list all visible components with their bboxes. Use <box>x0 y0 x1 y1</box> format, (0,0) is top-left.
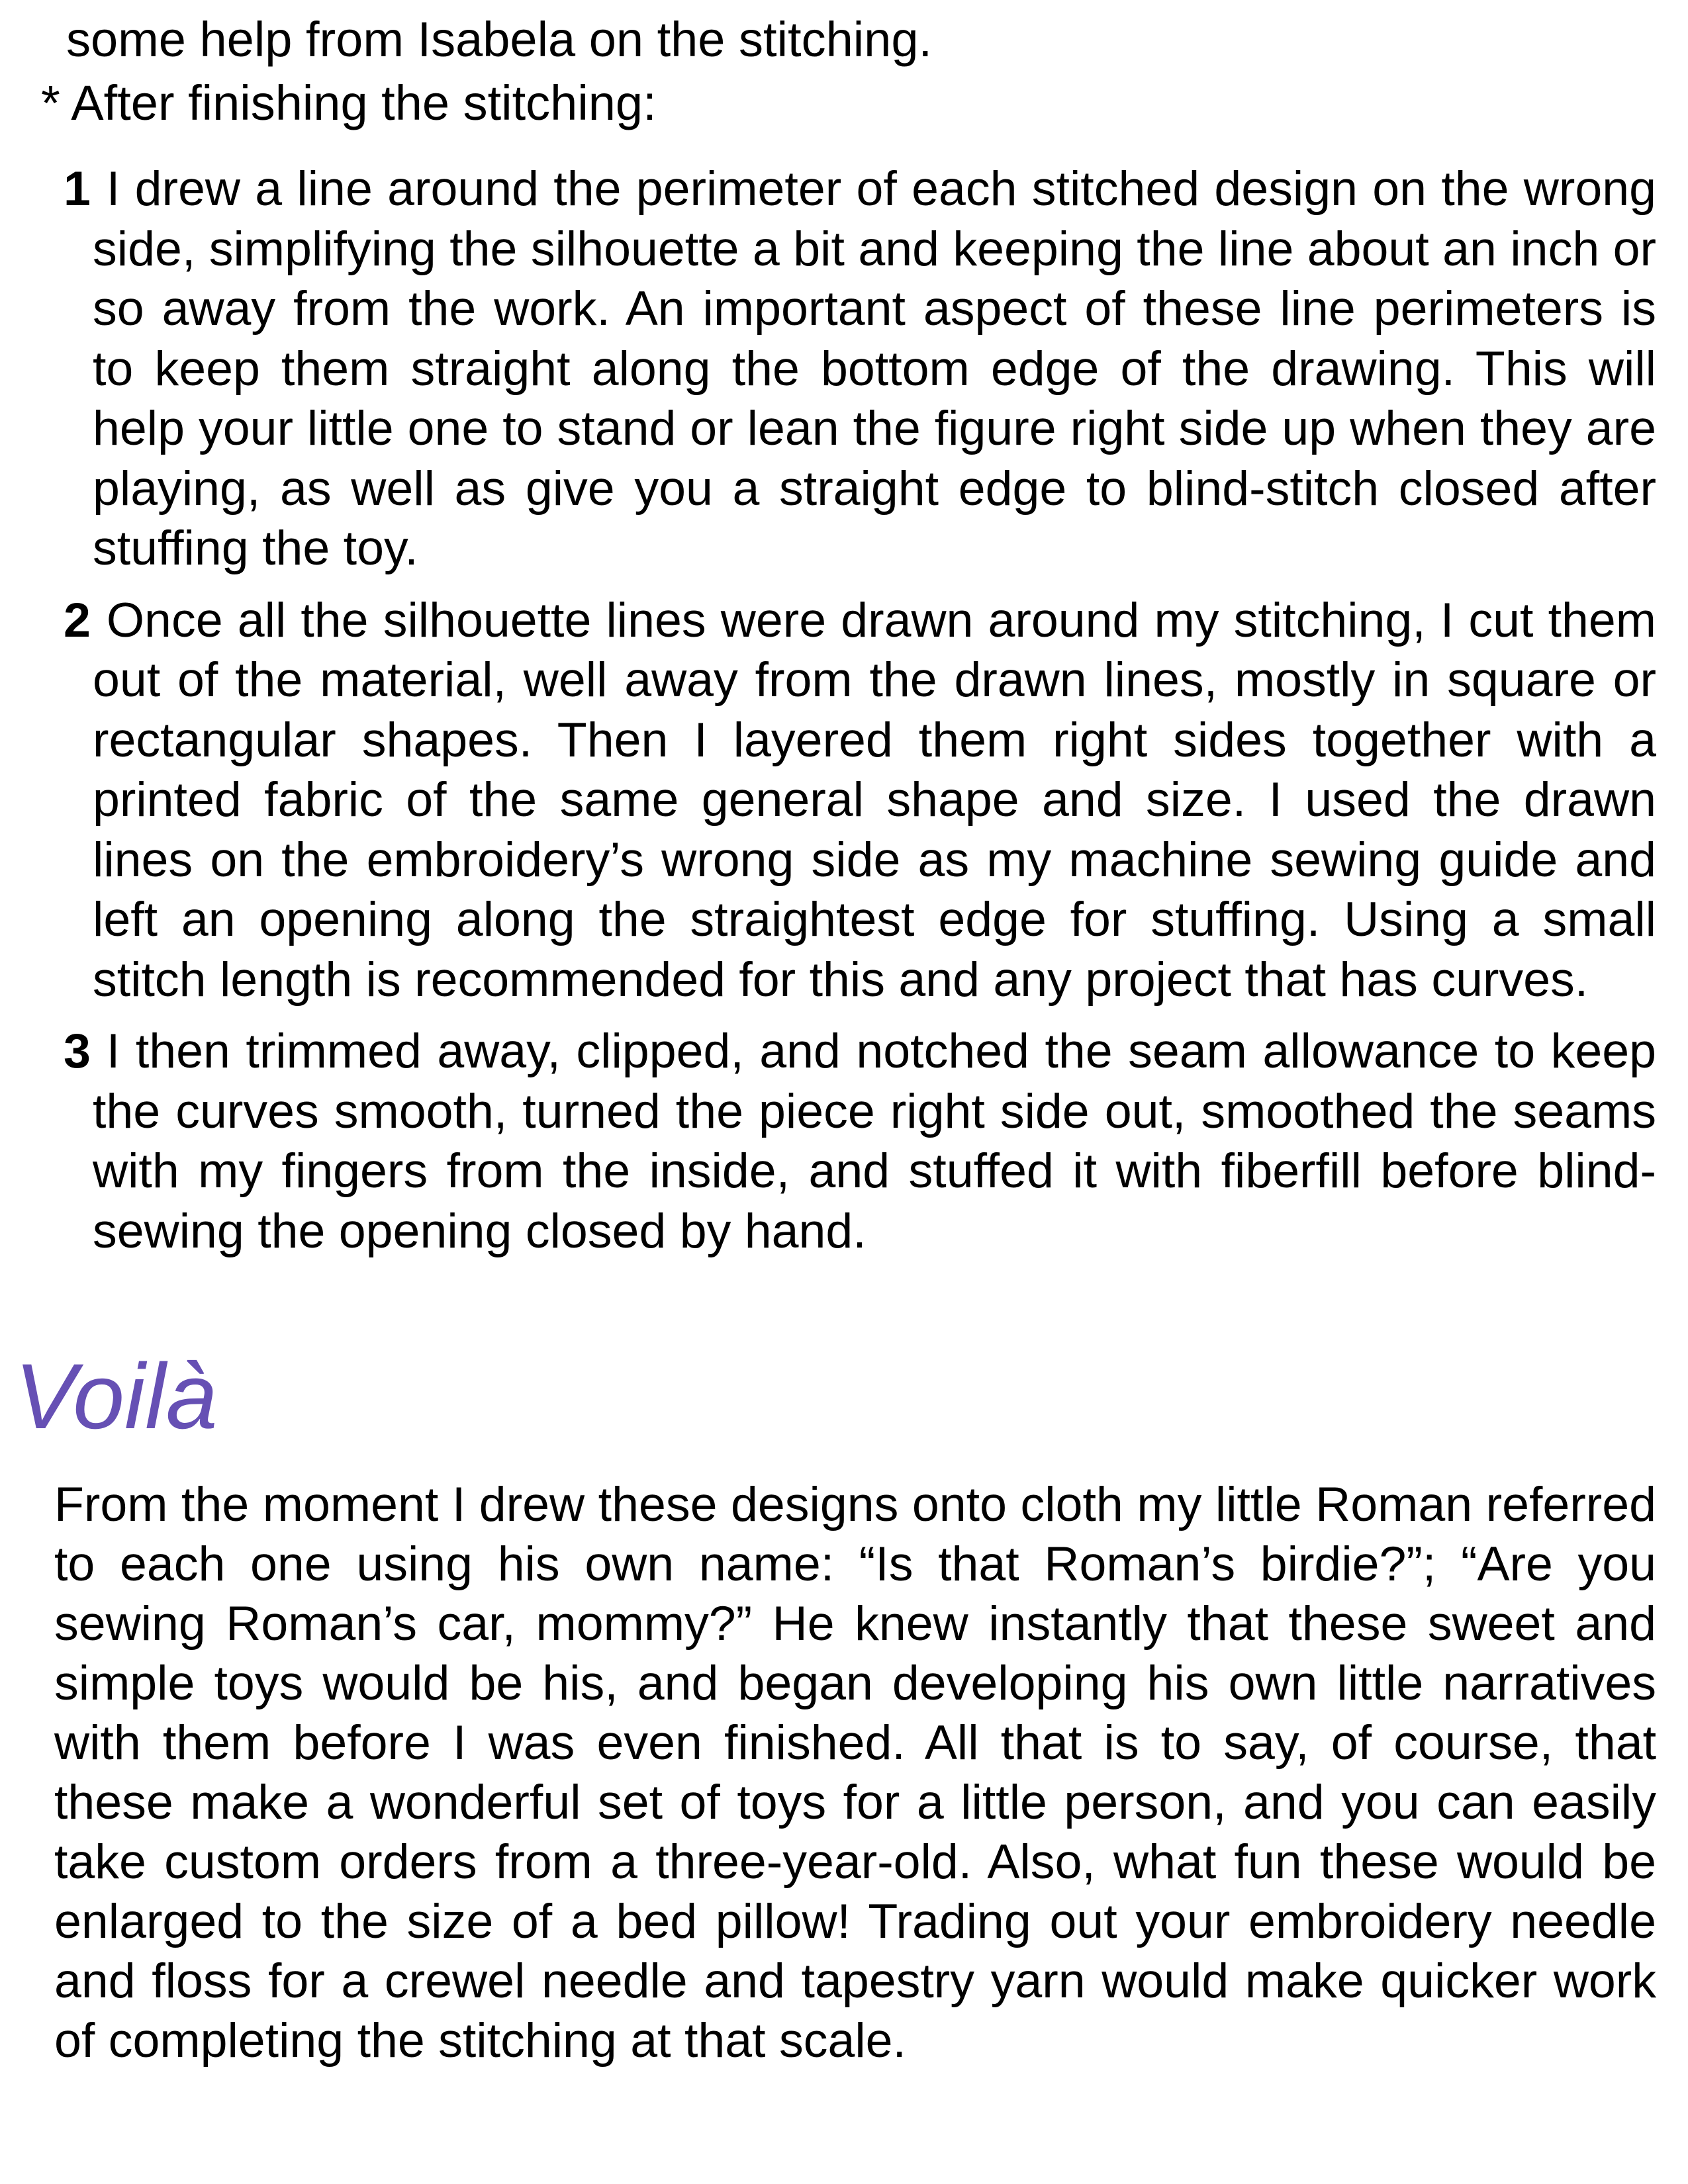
step-text: I then trimmed away, clipped, and notched the seam allowance to keep the curves smooth, turned the piece right side out, smoothed the seams with my fingers from the inside, and stuffed it with fiberfill before blind-sewing the opening closed by hand. <box>93 1023 1656 1258</box>
continued-text-line: some help from Isabela on the stitching. <box>66 12 933 67</box>
bullet-intro: * After finishing the stitching: <box>41 75 657 130</box>
step-text: Once all the silhouette lines were drawn around my stitching, I cut them out of the material, well away from the drawn lines, mostly in square or rectangular shapes. Then I layered them right sides together with a printed fabric of the same general shape and size. I used the drawn lines on the embroidery’s wrong side as my machine sewing guide and left an opening along the straightest edge for stuffing. Using a small stitch length is recommended for this and any project that has curves. <box>93 592 1656 1007</box>
body-paragraph: From the moment I drew these designs onto cloth my little Roman referred to each one using his own name: “Is that Roman’s birdie?”; “Are you sewing Roman’s car, mommy?” He knew instantly that these sweet and simple toys would be his, and began developing his own little narratives with them before I was even finished. All that is to say, of course, that these make a wonderful set of toys for a little person, and you can easily take custom orders from a three-year-old. Also, what fun these would be enlarged to the size of a bed pillow! Trading out your embroidery needle and floss for a crewel needle and tapestry yarn would make quicker work of completing the stitching at that scale. <box>54 1477 1656 2068</box>
section-heading: Voilà <box>15 1344 218 1448</box>
step-3 <box>64 1021 1656 1261</box>
step-1 <box>64 159 1656 578</box>
step-2 <box>64 590 1656 1010</box>
numbered-steps-list <box>64 159 1656 1273</box>
step-number: 1 <box>64 161 91 216</box>
step-number: 3 <box>64 1023 91 1078</box>
step-text: I drew a line around the perimeter of each stitched design on the wrong side, simplifying the silhouette a bit and keeping the line about an inch or so away from the work. An important aspect of these line perimeters is to keep them straight along the bottom edge of the drawing. This will help your little one to stand or lean the figure right side up when they are playing, as well as give you a straight edge to blind-stitch closed after stuffing the toy. <box>93 161 1656 575</box>
step-number: 2 <box>64 592 91 647</box>
